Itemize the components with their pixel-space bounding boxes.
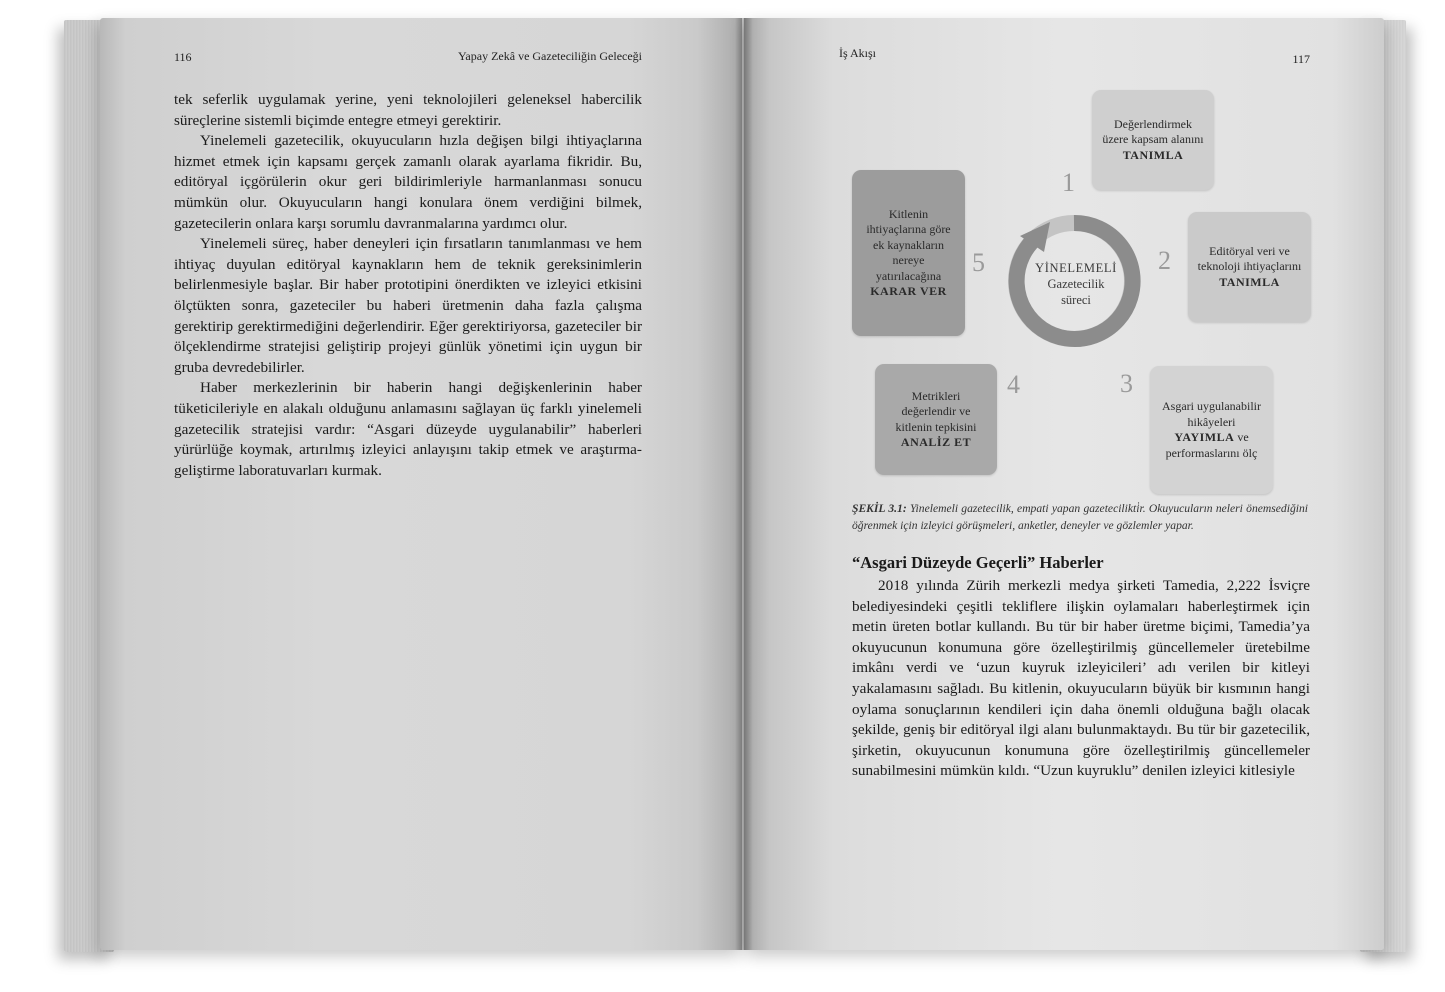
right-page-number: 117 <box>1292 52 1310 66</box>
step-3-tail: ve performaslarını ölç <box>1165 430 1258 460</box>
step-2-action: TANIMLA <box>1219 274 1280 289</box>
book-gutter <box>735 18 753 950</box>
paragraph: Yinelemeli gazetecilik, okuyucuların hızla değişen bilgi ihtiyaçlarına hizmet etmek için kapsamı gerçek zamanlı olarak ayarlama fikridir. Bu, editöryal içgörülerin okur geri bildirimleriyle harmanlanması sonucu mümkün olur. Okuyucuların hangi konulara önem verdiğini bilmek, gazetecilerin onlara karşı sorumlu davranmalarına yardımcı olur. <box>174 132 642 232</box>
section-title: “Asgari Düzeyde Geçerli” Haberler <box>852 553 1104 572</box>
step-5-text: Kitlenin ihtiyaçlarına göre ek kaynakların nereye yatırılacağına <box>866 206 951 283</box>
step-3-number: 3 <box>1120 369 1133 398</box>
step-1-text: Değerlendirmek üzere kapsam alanını <box>1102 116 1204 147</box>
left-running-title: Yapay Zekâ ve Gazeteciliğin Geleceği <box>457 49 642 63</box>
right-running-title: İş Akışı <box>839 46 877 60</box>
paragraph: Haber merkezlerinin bir haberin hangi değişkenlerinin haber tüketicileriyle en alakalı olduğunu anlamasını sağlayan üç farklı yinelemeli gazetecilik stratejisi vardır: “Asgari düzeyde uygulanabilir” haberleri yürürlüğe koymak, artırılmış izleyici anlayışını takip etmek ve araştırma-geliştirme laboratuvarları kurmak. <box>174 379 642 479</box>
step-3-text: Asgari uygulanabilir hikâyeleri <box>1162 399 1261 429</box>
caption-text: Yinelemeli gazetecilik, empati yapan gazetecilikti̇r. Okuyucuların neleri önemsediğini öğrenmek için izleyici görüşmeleri, anketler, deneyler ve gözlemler yapar. <box>852 502 1308 532</box>
center-line-2: Gazetecilik <box>1047 277 1105 291</box>
right-body-text <box>852 576 1310 782</box>
caption-label: ŞEKİL 3.1: <box>852 502 907 515</box>
step-1-number: 1 <box>1062 168 1075 197</box>
step-2-number: 2 <box>1158 246 1171 275</box>
step-5-number: 5 <box>972 248 985 277</box>
step-1-action: TANIMLA <box>1122 147 1184 162</box>
step-4-number: 4 <box>1007 370 1020 399</box>
step-4-text: Metrikleri değerlendir ve kitlenin tepkisini <box>895 388 977 434</box>
left-page-number: 116 <box>174 50 192 64</box>
step-5-action: KARAR VER <box>870 284 947 298</box>
paragraph: 2018 yılında Zürih merkezli medya şirketi Tamedia, 2,222 İsviçre belediyesindeki çeşitli tekliflere ilişkin oylamaları haberleştirmek için metin üreten botlar kullandı. Bu tür bir haber üretme biçimi, Tamedia’ya okuyucunun konumuna göre özelleştirilmiş güncellemeler üretebilme imkânı verdi ve ‘uzun kuyruk izleyicileri’ adı verilen bir kitleyi yakalamasını sağladı. Bu kitlenin, okuyucuların büyük bir kısmının hangi oylama sonuçlarının kendileri için daha önemli olduğuna bağlı olacak şekilde, geniş bir editöryal ilgi alanı bulunmaktaydı. Bu tür bir gazetecilik, şirketin, okuyucunun konumuna göre özelleştirilmiş güncellemeler sunabilmesini mümkün kıldı. “Uzun kuyruklu” denilen izleyici kitlesiyle <box>852 577 1310 780</box>
step-4-box <box>875 364 997 475</box>
center-line-3: süreci <box>1061 293 1091 307</box>
step-2-box <box>1188 212 1311 322</box>
center-line-1: YİNELEMELİ <box>1035 261 1117 275</box>
step-3-action: YAYIMLA <box>1174 430 1235 444</box>
left-body-text <box>174 90 642 481</box>
step-2-text: Editöryal veri ve teknoloji ihtiyaçlarını <box>1197 243 1302 274</box>
figure-caption <box>852 501 1308 534</box>
step-5-box <box>852 170 965 336</box>
diagram-center-label <box>1024 260 1128 308</box>
step-3-box <box>1150 366 1273 494</box>
step-4-action: ANALİZ ET <box>900 435 972 449</box>
step-1-box <box>1092 90 1214 190</box>
paragraph: tek seferlik uygulamak yerine, yeni teknolojileri geleneksel habercilik süreçlerine sistemli biçimde entegre etmeyi gerektirir. <box>174 91 642 129</box>
paragraph: Yinelemeli süreç, haber deneyleri için fırsatların tanımlanması ve hem ihtiyaç duyulan editöryal kaynakların hem de teknik gereksinimlerin belirlenmesiyle başlar. Bir haber prototipini önerdikten ve izleyici etkisini ölçtükten sonra, gazeteciler bu haberi üretmenin daha fazla çalışma gerektirip gerektirmediğini değerlendirir. Eğer gerektiriyorsa, gazeteciler bir ölçeklendirme stratejisi geliştirip projeyi günlük yönetimi için uygun bir gruba devredebilirler. <box>174 235 642 376</box>
iterative-journalism-diagram <box>848 86 1318 498</box>
